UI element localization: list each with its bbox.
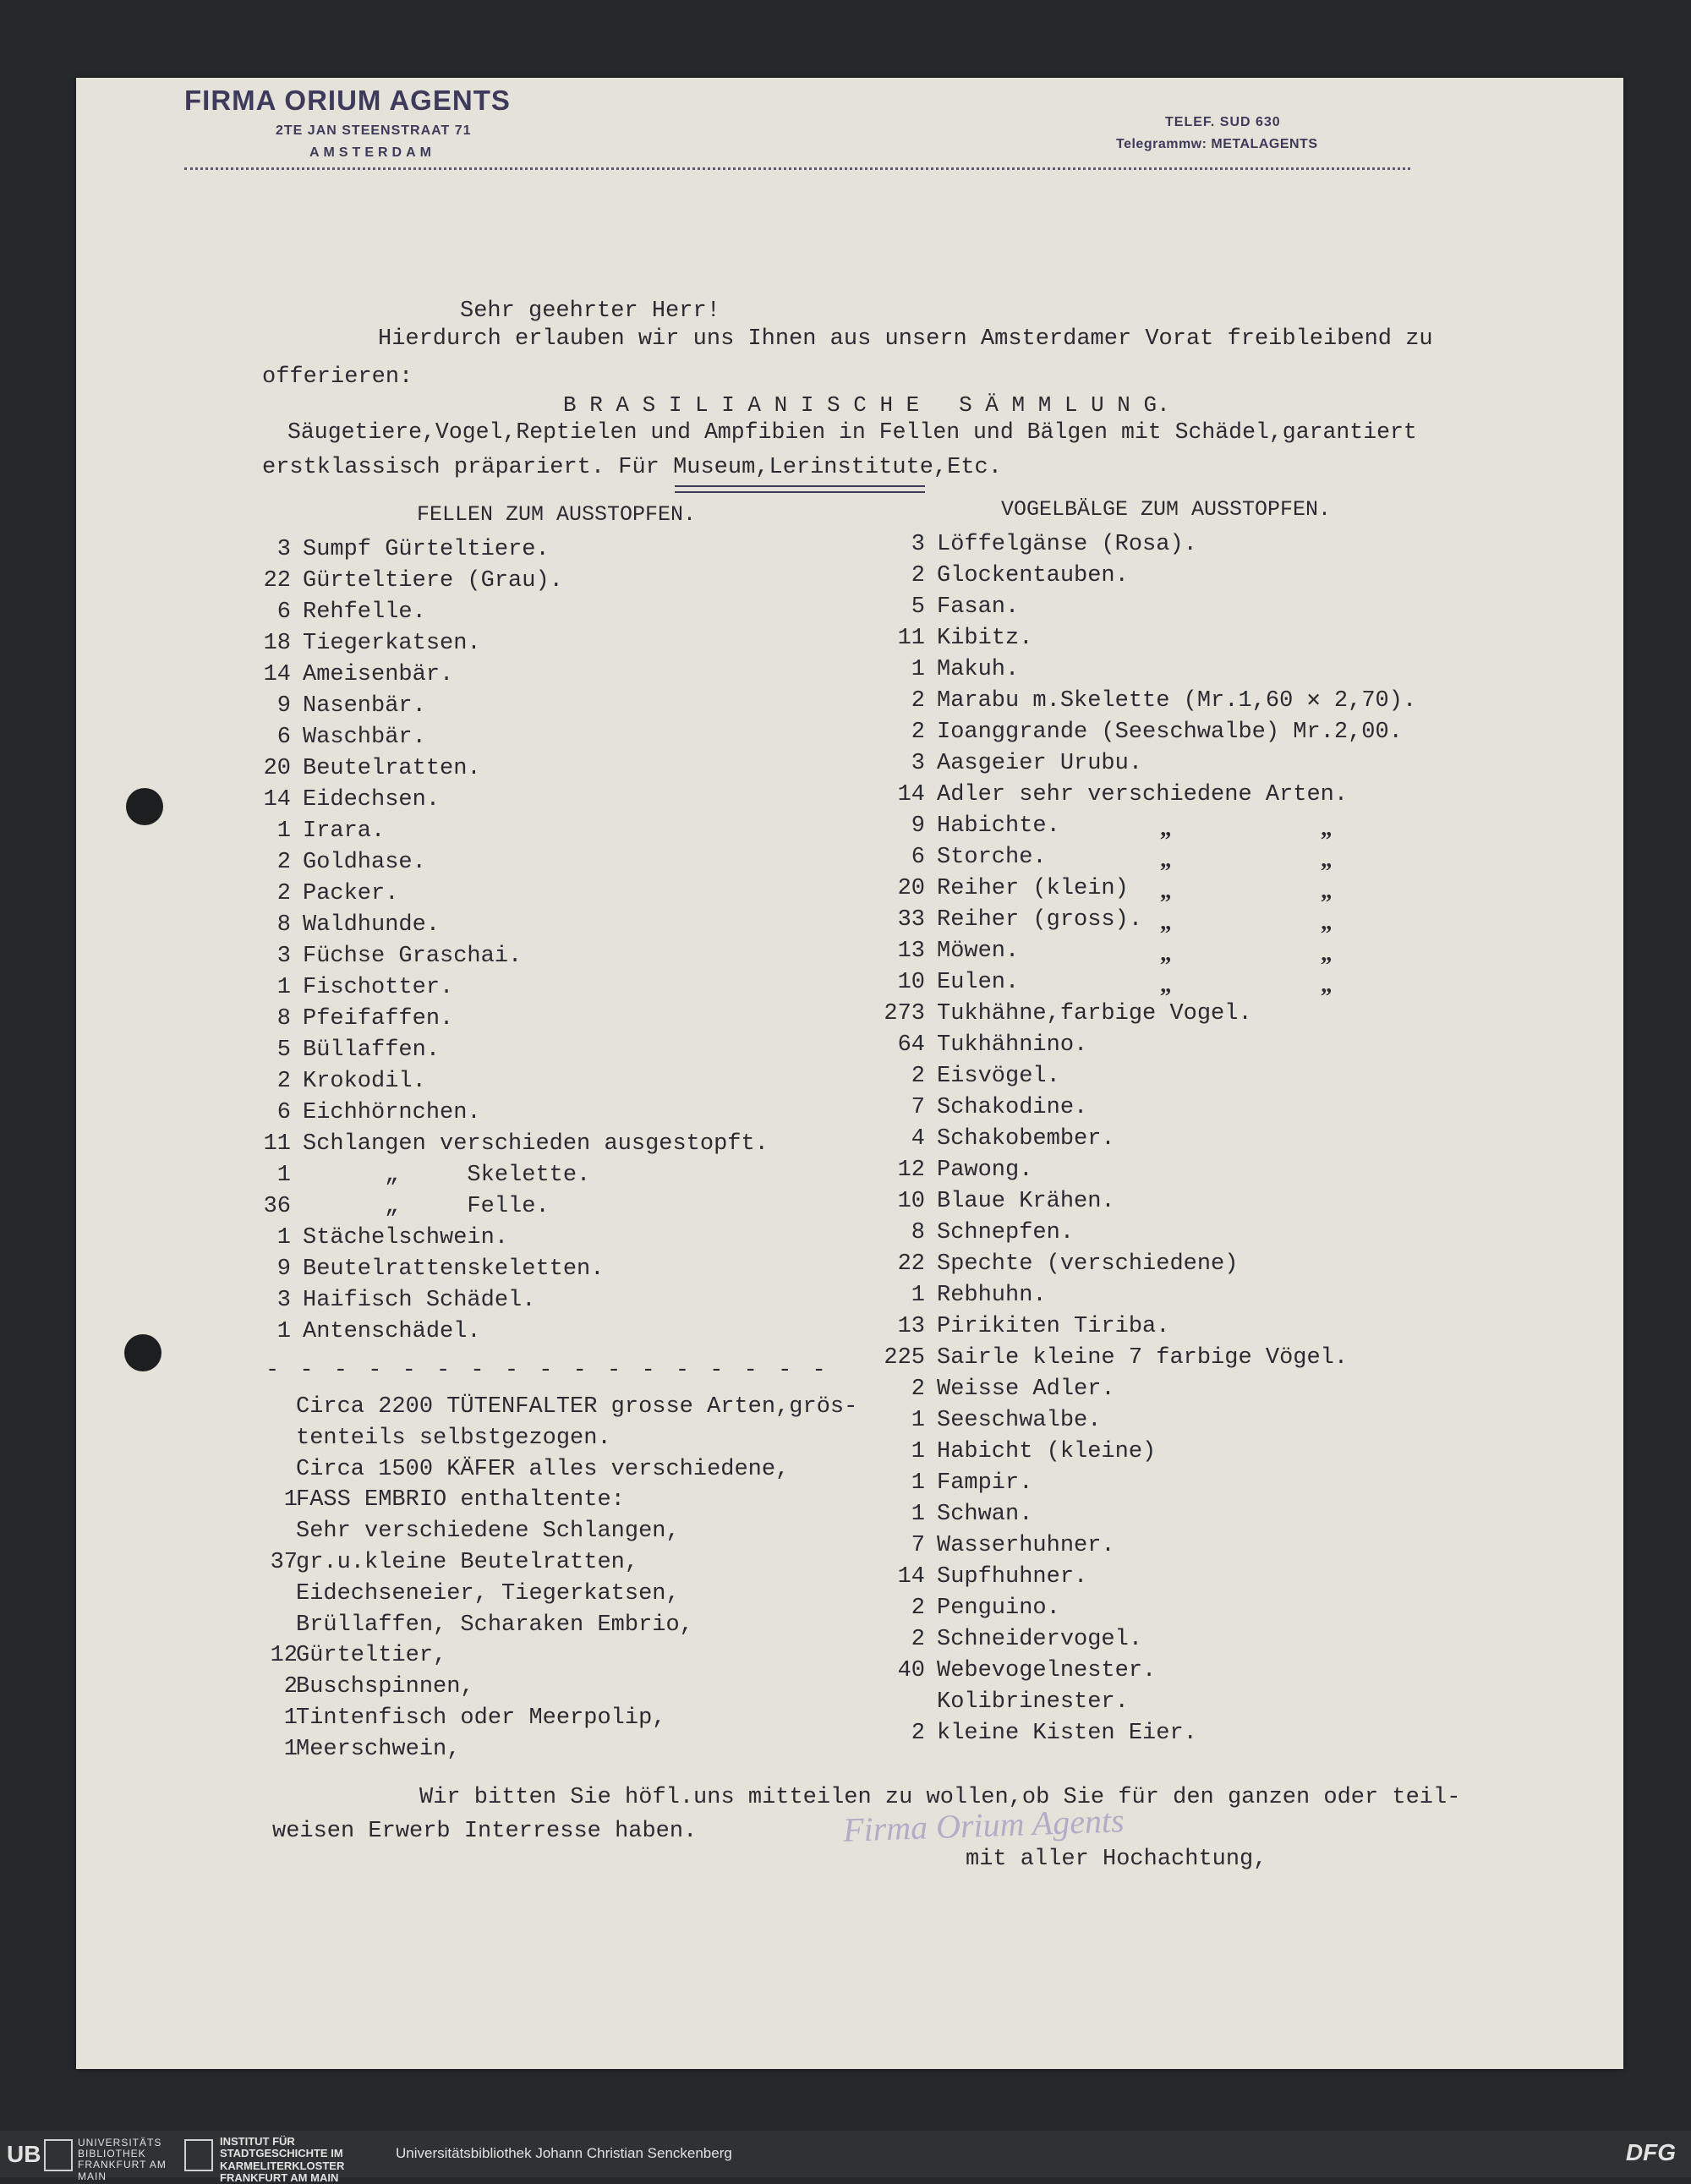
item-description: Eichhörnchen. bbox=[303, 1100, 481, 1125]
item-quantity: 2 bbox=[276, 1069, 291, 1094]
item-quantity: 6 bbox=[276, 1100, 291, 1125]
item-description: Aasgeier Urubu. bbox=[937, 751, 1143, 776]
salutation: Sehr geehrter Herr! bbox=[460, 298, 720, 324]
ditto-mark: „ bbox=[1321, 940, 1333, 966]
item-quantity: 20 bbox=[897, 876, 925, 901]
item-description: Weisse Adler. bbox=[937, 1377, 1115, 1402]
item-description: Seeschwalbe. bbox=[937, 1408, 1102, 1433]
item-quantity: 3 bbox=[911, 751, 925, 776]
ditto-mark: „ bbox=[1160, 815, 1172, 840]
item-description: gr.u.kleine Beutelratten, bbox=[296, 1550, 639, 1575]
item-description: Haifisch Schädel. bbox=[303, 1288, 536, 1313]
right-column-title: VOGELBÄLGE ZUM AUSSTOPFEN. bbox=[1001, 497, 1332, 522]
item-description: Schneidervogel. bbox=[937, 1627, 1143, 1652]
letterhead-address: 2TE JAN STEENSTRAAT 71 bbox=[276, 123, 472, 138]
item-description: Waldhunde. bbox=[303, 912, 441, 938]
item-quantity: 14 bbox=[263, 787, 291, 813]
item-description: Glockentauben. bbox=[937, 563, 1129, 588]
item-quantity: 3 bbox=[911, 532, 925, 557]
item-description: Kolibrinester. bbox=[937, 1689, 1129, 1715]
item-description: Sehr verschiedene Schlangen, bbox=[296, 1519, 680, 1544]
ub-mark-icon bbox=[44, 2139, 73, 2171]
item-quantity: 8 bbox=[276, 912, 291, 938]
item-quantity: 1 bbox=[911, 1470, 925, 1496]
item-quantity: 8 bbox=[276, 1006, 291, 1032]
item-quantity: 7 bbox=[911, 1533, 925, 1558]
item-quantity: 13 bbox=[897, 939, 925, 964]
item-description: Pirikiten Tiriba. bbox=[937, 1314, 1170, 1339]
item-quantity: 37 bbox=[270, 1550, 298, 1575]
item-quantity: 12 bbox=[897, 1158, 925, 1183]
item-description: Spechte (verschiedene) bbox=[937, 1251, 1239, 1277]
archive-footer bbox=[0, 2131, 1691, 2184]
ub-logo-text: UNIVERSITÄTS BIBLIOTHEK FRANKFURT AM MAIN bbox=[78, 2137, 167, 2182]
item-description: Sairle kleine 7 farbige Vögel. bbox=[937, 1345, 1349, 1371]
punch-hole-bottom bbox=[124, 1334, 161, 1371]
item-description: Gürteltiere (Grau). bbox=[303, 568, 563, 594]
item-quantity: 1 bbox=[276, 1163, 291, 1188]
item-description: Supfhuhner. bbox=[937, 1564, 1088, 1590]
item-description: Makuh. bbox=[937, 657, 1020, 682]
item-description: „ Felle. bbox=[303, 1194, 550, 1219]
item-description: Ioanggrande (Seeschwalbe) Mr.2,00. bbox=[937, 720, 1403, 745]
item-description: Füchse Graschai. bbox=[303, 944, 523, 969]
item-quantity: 3 bbox=[276, 944, 291, 969]
item-description: Tiegerkatsen. bbox=[303, 631, 481, 656]
letterhead-firm-name: FIRMA ORIUM AGENTS bbox=[184, 85, 511, 116]
item-description: Habichte. bbox=[937, 813, 1060, 839]
description-line-2: erstklassisch präpariert. Für Museum,Lerinstitute,Etc. bbox=[262, 455, 1002, 480]
left-column-title: FELLEN ZUM AUSSTOPFEN. bbox=[417, 502, 697, 527]
item-quantity: 1 bbox=[911, 1502, 925, 1527]
item-description: Schlangen verschieden ausgestopft. bbox=[303, 1131, 769, 1157]
item-quantity: 1 bbox=[911, 657, 925, 682]
item-quantity: 9 bbox=[276, 1256, 291, 1282]
item-quantity: 22 bbox=[263, 568, 291, 594]
ub-logo: UB bbox=[7, 2141, 41, 2167]
item-quantity: 1 bbox=[276, 1319, 291, 1344]
item-description: Schwan. bbox=[937, 1502, 1033, 1527]
item-description: Reiher (klein) bbox=[937, 876, 1129, 901]
letterhead-telegram: Telegrammw: METALAGENTS bbox=[1116, 137, 1318, 151]
item-description: tenteils selbstgezogen. bbox=[296, 1426, 611, 1451]
ditto-mark: „ bbox=[1160, 909, 1172, 934]
item-description: Stächelschwein. bbox=[303, 1225, 509, 1251]
item-quantity: 2 bbox=[276, 850, 291, 875]
item-quantity: 5 bbox=[911, 594, 925, 620]
dfg-logo: DFG bbox=[1625, 2139, 1676, 2165]
closing-line-1: Wir bitten Sie höfl.uns mitteilen zu wollen,ob Sie für den ganzen oder teil- bbox=[419, 1785, 1461, 1810]
library-name: Universitätsbibliothek Johann Christian Senckenberg bbox=[396, 2145, 732, 2161]
description-line-1: Säugetiere,Vogel,Reptielen und Ampfibien in Fellen und Bälgen mit Schädel,garantiert bbox=[287, 419, 1417, 445]
item-quantity: 1 bbox=[283, 1487, 298, 1513]
item-description: Waschbär. bbox=[303, 725, 426, 750]
item-quantity: 2 bbox=[911, 688, 925, 714]
letterhead-city: AMSTERDAM bbox=[309, 145, 435, 160]
item-description: Ameisenbär. bbox=[303, 662, 454, 687]
item-description: Goldhase. bbox=[303, 850, 426, 875]
item-description: Wasserhuhner. bbox=[937, 1533, 1115, 1558]
item-quantity: 2 bbox=[276, 881, 291, 906]
intro-line-2: offerieren: bbox=[262, 364, 413, 390]
item-description: Sumpf Gürteltiere. bbox=[303, 537, 550, 562]
item-description: Circa 2200 TÜTENFALTER grosse Arten,grös- bbox=[296, 1394, 858, 1420]
item-quantity: 11 bbox=[897, 626, 925, 651]
item-quantity: 14 bbox=[897, 1564, 925, 1590]
item-quantity: 9 bbox=[276, 693, 291, 719]
item-description: Kibitz. bbox=[937, 626, 1033, 651]
item-quantity: 33 bbox=[897, 907, 925, 933]
ditto-mark: „ bbox=[1321, 972, 1333, 997]
closing-line-2: weisen Erwerb Interresse haben. bbox=[272, 1819, 698, 1844]
item-description: Habicht (kleine) bbox=[937, 1439, 1157, 1464]
item-quantity: 2 bbox=[283, 1674, 298, 1700]
item-description: Eisvögel. bbox=[937, 1064, 1060, 1089]
item-quantity: 10 bbox=[897, 1189, 925, 1214]
item-description: Pawong. bbox=[937, 1158, 1033, 1183]
item-quantity: 64 bbox=[897, 1032, 925, 1058]
item-description: Reiher (gross). bbox=[937, 907, 1143, 933]
item-description: Webevogelnester. bbox=[937, 1658, 1157, 1683]
item-quantity: 273 bbox=[884, 1001, 925, 1026]
ditto-mark: „ bbox=[1321, 878, 1333, 903]
item-quantity: 3 bbox=[276, 1288, 291, 1313]
item-quantity: 11 bbox=[263, 1131, 291, 1157]
item-description: Buschspinnen, bbox=[296, 1674, 474, 1700]
item-quantity: 225 bbox=[884, 1345, 925, 1371]
item-quantity: 40 bbox=[897, 1658, 925, 1683]
item-description: Tukhähne,farbige Vogel. bbox=[937, 1001, 1252, 1026]
item-quantity: 22 bbox=[897, 1251, 925, 1277]
item-description: Schakodine. bbox=[937, 1095, 1088, 1120]
closing-regards: mit aller Hochachtung, bbox=[966, 1847, 1267, 1872]
item-quantity: 36 bbox=[263, 1194, 291, 1219]
item-quantity: 14 bbox=[897, 782, 925, 807]
item-description: Eidechseneier, Tiegerkatsen, bbox=[296, 1581, 680, 1607]
item-quantity: 6 bbox=[276, 599, 291, 625]
item-description: Eidechsen. bbox=[303, 787, 441, 813]
item-quantity: 2 bbox=[911, 563, 925, 588]
item-quantity: 2 bbox=[911, 1721, 925, 1746]
item-description: Circa 1500 KÄFER alles verschiedene, bbox=[296, 1457, 790, 1482]
item-description: Löffelgänse (Rosa). bbox=[937, 532, 1197, 557]
item-quantity: 1 bbox=[276, 1225, 291, 1251]
item-description: Tukhähnino. bbox=[937, 1032, 1088, 1058]
item-description: Tintenfisch oder Meerpolip, bbox=[296, 1705, 666, 1731]
item-description: Fasan. bbox=[937, 594, 1020, 620]
signature-stamp: Firma Orium Agents bbox=[842, 1801, 1125, 1849]
item-description: Blaue Krähen. bbox=[937, 1189, 1115, 1214]
heading-underline-1 bbox=[675, 485, 925, 487]
item-quantity: 12 bbox=[270, 1643, 298, 1668]
ditto-mark: „ bbox=[1160, 878, 1172, 903]
item-description: Marabu m.Skelette (Mr.1,60 ✕ 2,70). bbox=[937, 688, 1417, 714]
ditto-mark: „ bbox=[1321, 815, 1333, 840]
item-description: Schakobember. bbox=[937, 1126, 1115, 1152]
item-quantity: 6 bbox=[276, 725, 291, 750]
letterhead-dotted-rule bbox=[184, 167, 1410, 170]
item-description: Irara. bbox=[303, 818, 386, 844]
item-description: Fampir. bbox=[937, 1470, 1033, 1496]
item-quantity: 1 bbox=[276, 975, 291, 1000]
item-quantity: 9 bbox=[911, 813, 925, 839]
item-quantity: 13 bbox=[897, 1314, 925, 1339]
item-quantity: 1 bbox=[283, 1737, 298, 1762]
item-quantity: 2 bbox=[911, 1064, 925, 1089]
item-description: Rehfelle. bbox=[303, 599, 426, 625]
item-quantity: 1 bbox=[911, 1439, 925, 1464]
item-description: FASS EMBRIO enthaltente: bbox=[296, 1487, 625, 1513]
item-quantity: 2 bbox=[911, 1596, 925, 1621]
ditto-mark: „ bbox=[1160, 940, 1172, 966]
item-description: Meerschwein, bbox=[296, 1737, 461, 1762]
item-quantity: 1 bbox=[911, 1283, 925, 1308]
item-description: Brüllaffen, Scharaken Embrio, bbox=[296, 1612, 693, 1638]
item-description: Nasenbär. bbox=[303, 693, 426, 719]
item-description: „ Skelette. bbox=[303, 1163, 591, 1188]
collection-heading: B R A S I L I A N I S C H E S Ä M M L U N G. bbox=[563, 392, 1170, 418]
item-description: Antenschädel. bbox=[303, 1319, 481, 1344]
item-quantity: 3 bbox=[276, 537, 291, 562]
letterhead-telephone: TELEF. SUD 630 bbox=[1165, 115, 1281, 129]
item-description: Möwen. bbox=[937, 939, 1020, 964]
item-description: Rebhuhn. bbox=[937, 1283, 1047, 1308]
item-description: Pfeifaffen. bbox=[303, 1006, 454, 1032]
ditto-mark: „ bbox=[1321, 909, 1333, 934]
item-quantity: 7 bbox=[911, 1095, 925, 1120]
item-description: Storche. bbox=[937, 845, 1047, 870]
column-separator: - - - - - - - - - - - - - - - - - bbox=[265, 1358, 829, 1383]
item-quantity: 1 bbox=[276, 818, 291, 844]
item-description: Büllaffen. bbox=[303, 1037, 441, 1063]
isg-logo-text: INSTITUT FÜR STADTGESCHICHTE IM KARMELITERKLOSTER FRANKFURT AM MAIN bbox=[220, 2135, 345, 2184]
item-quantity: 6 bbox=[911, 845, 925, 870]
item-quantity: 14 bbox=[263, 662, 291, 687]
item-quantity: 5 bbox=[276, 1037, 291, 1063]
ditto-mark: „ bbox=[1321, 846, 1333, 872]
item-quantity: 1 bbox=[283, 1705, 298, 1731]
item-description: Eulen. bbox=[937, 970, 1020, 995]
item-quantity: 20 bbox=[263, 756, 291, 781]
intro-line-1: Hierdurch erlauben wir uns Ihnen aus unsern Amsterdamer Vorat freibleibend zu bbox=[378, 326, 1433, 352]
item-description: Adler sehr verschiedene Arten. bbox=[937, 782, 1349, 807]
item-description: Beutelratten. bbox=[303, 756, 481, 781]
item-description: Fischotter. bbox=[303, 975, 454, 1000]
item-description: kleine Kisten Eier. bbox=[937, 1721, 1197, 1746]
punch-hole-top bbox=[126, 788, 163, 825]
item-quantity: 8 bbox=[911, 1220, 925, 1245]
item-description: Schnepfen. bbox=[937, 1220, 1075, 1245]
item-description: Gürteltier, bbox=[296, 1643, 447, 1668]
item-quantity: 4 bbox=[911, 1126, 925, 1152]
item-quantity: 2 bbox=[911, 1377, 925, 1402]
item-description: Packer. bbox=[303, 881, 399, 906]
isg-mark-icon bbox=[184, 2139, 213, 2171]
item-description: Krokodil. bbox=[303, 1069, 426, 1094]
item-quantity: 10 bbox=[897, 970, 925, 995]
item-description: Penguino. bbox=[937, 1596, 1060, 1621]
item-quantity: 2 bbox=[911, 1627, 925, 1652]
ditto-mark: „ bbox=[1160, 846, 1172, 872]
ditto-mark: „ bbox=[1160, 972, 1172, 997]
heading-underline-2 bbox=[675, 491, 925, 493]
item-quantity: 18 bbox=[263, 631, 291, 656]
item-quantity: 1 bbox=[911, 1408, 925, 1433]
item-quantity: 2 bbox=[911, 720, 925, 745]
item-description: Beutelrattenskeletten. bbox=[303, 1256, 605, 1282]
